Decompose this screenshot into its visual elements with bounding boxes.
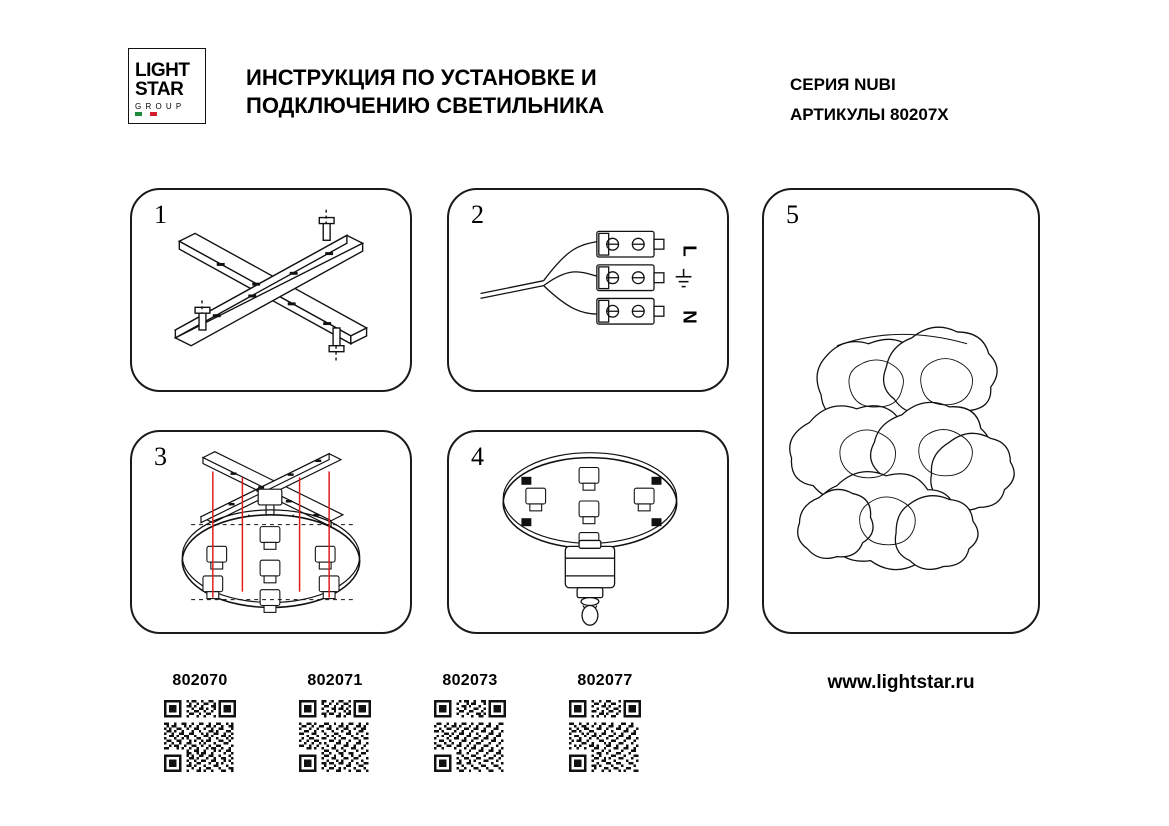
qr-802077 (569, 700, 641, 772)
series-info (790, 70, 1020, 130)
qr-code-row (130, 672, 730, 792)
terminal-label-neutral: N (679, 310, 701, 324)
panel-4 (447, 430, 729, 634)
panel-3-number: 3 (154, 442, 167, 471)
code-label-802071: 802071 (307, 672, 363, 689)
code-item-802073 (400, 672, 540, 772)
qr-802071 (299, 700, 371, 772)
panel-1-number: 1 (154, 200, 167, 229)
qr-802070 (164, 700, 236, 772)
code-label-802077: 802077 (577, 672, 633, 689)
panel-1 (130, 188, 412, 392)
panel-4-number: 4 (471, 442, 484, 471)
panel-5-number: 5 (786, 200, 799, 229)
brand-logo (128, 48, 206, 124)
page-title: ИНСТРУКЦИЯ ПО УСТАНОВКЕ И ПОДКЛЮЧЕНИЮ СВЕТИЛЬНИКА (246, 65, 605, 118)
terminal-block-wiring-illustration (449, 190, 727, 391)
code-label-802073: 802073 (442, 672, 498, 689)
logo-group-text: G R O U P (135, 102, 183, 111)
mounting-cross-bracket-illustration (132, 190, 410, 391)
series-label: СЕРИЯ NUBI (790, 75, 896, 94)
logo-line-2: STAR (135, 79, 184, 100)
page-header (128, 48, 1048, 124)
panel-5 (762, 188, 1040, 634)
base-plate-alignment-illustration (132, 432, 410, 633)
logo-line-1: LIGHT (135, 60, 190, 81)
code-item-802071 (265, 672, 405, 772)
website-link[interactable]: www.lightstar.ru (827, 672, 975, 693)
lamp-socket-install-illustration (449, 432, 727, 633)
terminal-label-live: L (679, 245, 701, 257)
panel-2-number: 2 (471, 200, 484, 229)
earth-symbol-icon (676, 269, 692, 287)
panel-3 (130, 430, 412, 634)
code-item-802077 (535, 672, 675, 772)
code-label-802070: 802070 (172, 672, 228, 689)
panel-2 (447, 188, 729, 392)
italian-flag-icon (135, 112, 157, 116)
assembled-luminaire-illustration (764, 190, 1038, 630)
article-label: АРТИКУЛЫ 80207X (790, 105, 949, 124)
qr-802073 (434, 700, 506, 772)
code-item-802070 (130, 672, 270, 772)
